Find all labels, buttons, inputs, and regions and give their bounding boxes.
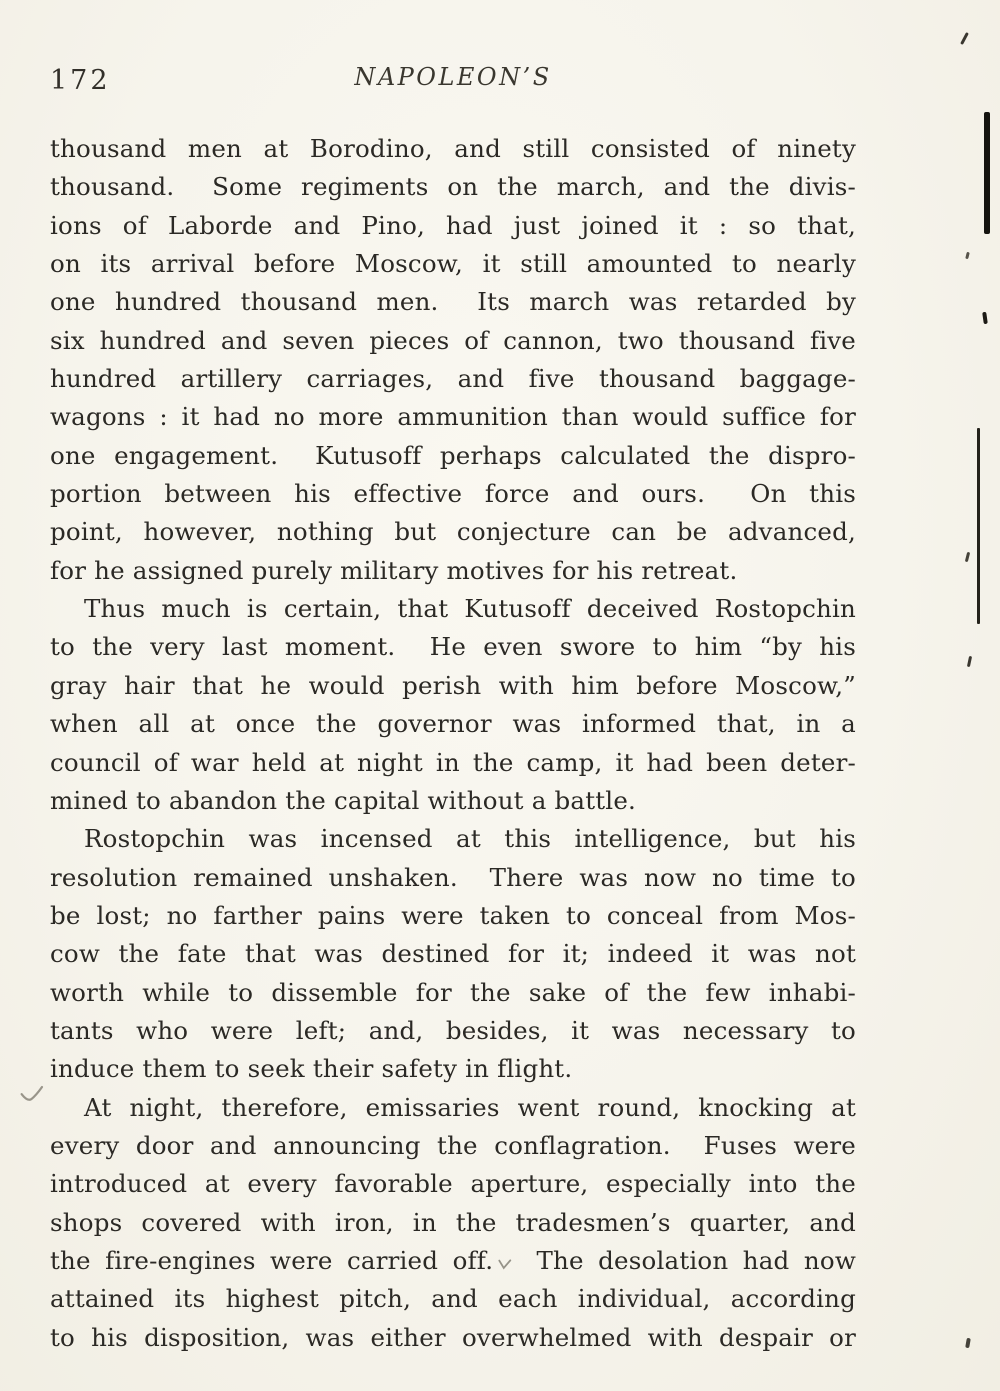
text-line: cow the fate that was destined for it; indeed it was not <box>50 939 856 969</box>
paragraph <box>50 820 856 1088</box>
text-line: introduced at every favorable aperture, especially into the <box>50 1169 856 1199</box>
text-line: to his disposition, was either overwhelmed with despair or <box>50 1322 856 1352</box>
text-line: ions of Laborde and Pino, had just joined it : so that, <box>50 210 856 240</box>
running-header: NAPOLEON’S <box>354 63 552 91</box>
ink-speck-artifact <box>967 656 972 667</box>
paragraph <box>50 590 856 820</box>
pencil-caret-svg <box>498 1259 513 1271</box>
text-block <box>50 130 856 1357</box>
text-line: mined to abandon the capital without a battle. <box>50 785 637 815</box>
text-line: tants who were left; and, besides, it was necessary to <box>50 1015 856 1045</box>
ink-speck-artifact <box>960 32 969 45</box>
text-line: to the very last moment. He even swore to him “by his <box>50 632 856 662</box>
text-line: the fire-engines were carried off. The desolation had now <box>50 1245 856 1275</box>
text-line: hundred artillery carriages, and five thousand baggage- <box>50 364 856 394</box>
text-line: gray hair that he would perish with him before Moscow,” <box>50 670 856 700</box>
text-line: every door and announcing the conflagration. Fuses were <box>50 1130 856 1160</box>
text-line: At night, therefore, emissaries went round, knocking at <box>84 1092 856 1122</box>
ink-speck-artifact <box>965 552 970 562</box>
text-line: portion between his effective force and ours. On this <box>50 479 856 509</box>
pencil-checkmark-icon <box>19 1085 47 1110</box>
ink-speck-artifact <box>965 1338 971 1349</box>
text-line: thousand men at Borodino, and still consisted of ninety <box>50 134 856 163</box>
text-line: one engagement. Kutusoff perhaps calculated the dispro- <box>50 440 856 470</box>
text-line: thousand. Some regiments on the march, and the divis- <box>50 172 856 202</box>
text-line: worth while to dissemble for the sake of the few inhabi- <box>50 977 856 1007</box>
page-number: 172 <box>50 65 111 96</box>
text-line: point, however, nothing but conjecture can be advanced, <box>50 517 856 547</box>
text-line: Thus much is certain, that Kutusoff deceived Rostopchin <box>84 594 856 624</box>
pencil-checkmark-svg <box>19 1085 47 1106</box>
text-line: council of war held at night in the camp, it had been deter- <box>50 747 856 777</box>
paragraph <box>50 130 856 590</box>
text-line: one hundred thousand men. Its march was retarded by <box>50 287 856 317</box>
ink-speck-artifact <box>965 252 970 260</box>
text-line: six hundred and seven pieces of cannon, two thousand five <box>50 325 856 355</box>
ink-bar-artifact <box>977 428 980 624</box>
text-line: resolution remained unshaken. There was now no time to <box>50 862 856 892</box>
text-line: when all at once the governor was informed that, in a <box>50 709 856 739</box>
text-line: Rostopchin was incensed at this intelligence, but his <box>84 824 856 854</box>
pencil-caret-icon <box>497 1255 512 1275</box>
text-line: wagons : it had no more ammunition than would suffice for <box>50 402 856 432</box>
text-line: for he assigned purely military motives for his retreat. <box>50 555 738 585</box>
text-line: be lost; no farther pains were taken to conceal from Mos- <box>50 900 856 930</box>
page-header <box>50 63 856 103</box>
ink-bar-artifact <box>984 112 990 234</box>
text-line: shops covered with iron, in the tradesmen’s quarter, and <box>50 1207 856 1237</box>
text-line: attained its highest pitch, and each individual, according <box>50 1284 856 1314</box>
text-line: on its arrival before Moscow, it still amounted to nearly <box>50 249 856 279</box>
text-line: induce them to seek their safety in flight. <box>50 1054 573 1084</box>
ink-speck-artifact <box>982 312 988 324</box>
paragraph <box>50 1089 856 1357</box>
